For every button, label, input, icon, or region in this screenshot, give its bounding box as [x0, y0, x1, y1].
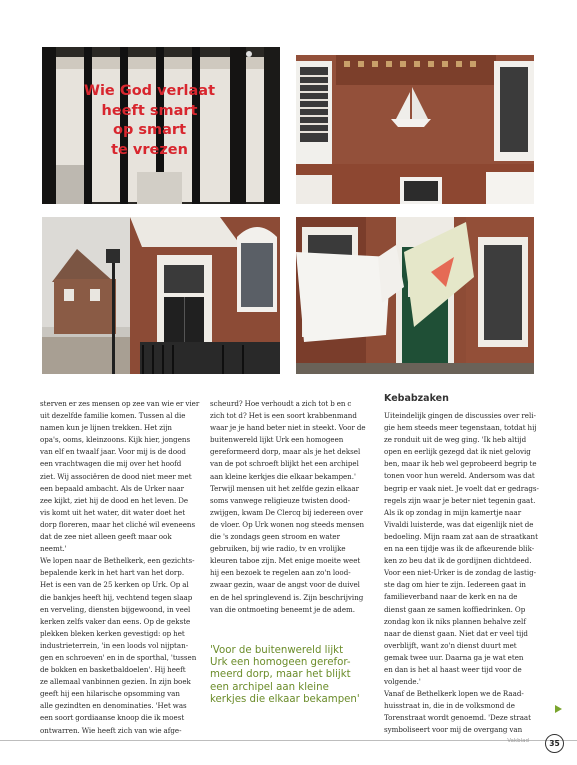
text-line: een soort gordiaanse knoop die ik moest — [40, 713, 185, 723]
text-line: ben, maar ik heb wel geprobeerd begrip te — [384, 459, 537, 469]
text-line: Vanaf de Bethelkerk lopen we de Raad- — [384, 689, 524, 699]
text-line: zwijgen, kwam De Clercq bij iedereen over — [210, 507, 364, 517]
text-line: dorp floreren, maar het cliché wil eveneens — [40, 519, 196, 529]
text-line: kleuren taboe zijn. Met enige moeite weet — [210, 556, 361, 566]
text-line: Als ik op zondag in mijn kamertje naar — [384, 507, 522, 517]
text-line: namen kun je lijnen trekken. Het zijn — [40, 423, 172, 433]
house-lamp-graphic — [42, 217, 280, 374]
text-line: zee kijkt, ziet hij de dood en het leven. De — [40, 495, 189, 505]
photo-laundry-green-door — [296, 217, 534, 374]
text-line: gen en schroeven' en in de sporthal, 'tussen — [40, 652, 197, 662]
text-line: die bankjes heeft hij, vechtend tegen slaap — [40, 592, 193, 602]
text-line: regels zijn waar je beter niet tegenin gaat. — [384, 495, 536, 505]
sign-line: Wie God verlaat — [83, 83, 216, 99]
text-line: We lopen naar de Bethelkerk, een gezichts- — [40, 556, 195, 566]
text-line: een vrachtwagen die mij over het hoofd — [40, 459, 182, 469]
text-column-3 — [384, 410, 549, 737]
text-line: gereformeerd dorp, maar als je het deksel — [210, 447, 361, 457]
text-column-2 — [210, 398, 375, 616]
text-line: soms vanwege religieuze twisten dood- — [210, 495, 351, 505]
text-line: overblijft, want zo'n dienst duurt met — [384, 640, 517, 650]
text-line: open en eerlijk gezegd dat ik niet gelovig — [384, 447, 531, 457]
text-line: Terwijl mensen uit het zelfde gezin elkaar — [210, 483, 360, 493]
text-line: van die ontmoeting beneemt je de adem. — [210, 604, 356, 614]
text-line: Uiteindelijk gingen de discussies over reli- — [384, 411, 536, 420]
text-line: hij een bezoek te regelen aan zo'n lood- — [210, 568, 351, 578]
text-line: uit dezelfde familie komen. Tussen al die — [40, 411, 186, 421]
text-line: gemak twee uur. Daarna ga je wat eten — [384, 652, 524, 662]
text-line: familieverband naar de kerk en na de — [384, 592, 518, 602]
text-line: volgende.' — [384, 677, 421, 687]
text-line: geeft hij een hilarische opsomming van — [40, 689, 180, 699]
text-line: zich tot d? Het is een soort krabbenmand — [210, 411, 357, 421]
text-line: Voor een niet-Urker is de zondag de lastig- — [384, 568, 537, 578]
text-line: en de hel springlevend is. Zijn beschrijving — [210, 592, 364, 602]
text-line: en dan is het al haast weer tijd voor de — [384, 664, 522, 674]
laundry-door-graphic — [296, 217, 534, 374]
footer-label: Vakblad — [507, 738, 529, 744]
text-line: ze ronduit uit de weg ging. 'Ik heb altijd — [384, 435, 527, 445]
text-line: die 's zondags geen stroom en water — [210, 532, 341, 542]
sign-text — [42, 82, 257, 160]
text-line: ken zo beu dat ik de gordijnen dichtdeed. — [384, 556, 532, 566]
text-line: huisstraat in, die in de volksmond de — [384, 701, 515, 711]
text-line: gie hem steeds meer tegenstaan, totdat hij — [384, 423, 537, 433]
text-column-1 — [40, 398, 200, 737]
text-line: bedoeling. Mijn raam zat aan de straatkant — [384, 531, 538, 541]
text-line: opa's, ooms, kleinzoons. Kijk hier, jongens — [40, 435, 191, 445]
text-line: een bepaald ambacht. Als de Urker naar — [40, 483, 185, 493]
text-line: ste dag om hier te zijn. Iedereen gaat in — [384, 580, 526, 590]
text-line: aan kleine kerkjes die elkaar bekampen.' — [210, 471, 356, 481]
pull-quote-line: kerkjes die elkaar bekampen' — [210, 693, 360, 705]
section-heading: Kebabzaken — [384, 393, 449, 404]
text-line: van elf en twaalf jaar. Voor mij is de dood — [40, 447, 186, 457]
text-line: de vloer. Op Urk wonen nog steeds mensen — [210, 519, 365, 529]
text-line: neemt.' — [40, 544, 67, 554]
text-line: ontwarren. Wie heeft zich van wie afge- — [40, 725, 182, 735]
text-line: zwaar gezin, waar de angst voor de duivel — [210, 580, 360, 590]
brick-facade-graphic — [296, 47, 534, 204]
text-line: ze allemaal vanbinnen gezien. In zijn boek — [40, 677, 191, 687]
text-line: vis komt uit het water, dit water doet het — [40, 507, 186, 517]
text-line: bepalende kerk in het hart van het dorp. — [40, 568, 185, 578]
text-line: van de pot schroeft blijkt het een archipel — [210, 459, 359, 469]
text-line: Torenstraat wordt genoemd. 'Deze straat — [384, 713, 532, 723]
text-line: dienst gaan ze samen koffiedrinken. Op — [384, 604, 526, 614]
photo-brick-facade-ship — [296, 47, 534, 204]
sign-line: te vrezen — [111, 141, 188, 158]
text-line: naar de dienst gaan. Niet dat er veel tijd — [384, 628, 528, 638]
text-line: sterven er zes mensen op zee van wie er vier — [40, 399, 200, 408]
text-line: Het is een van de 25 kerken op Urk. Op al — [40, 580, 189, 590]
sign-line: op smart — [113, 122, 186, 138]
text-line: dat de zee niet alleen geeft maar ook — [40, 532, 172, 542]
pull-quote — [210, 645, 370, 706]
text-line: alle gezindten en denominaties. 'Het was — [40, 701, 187, 711]
photo-sign-behind-bars — [42, 47, 280, 204]
footer-rule — [0, 740, 577, 741]
sign-line: heeft smart — [101, 102, 198, 119]
text-line: industrieterrein, 'in een loods vol nijptan- — [40, 640, 189, 650]
text-line: tonen voor hun wereld. Andersom was dat — [384, 471, 535, 481]
text-line: kerken zelfs vaker dan eens. Op de gekste — [40, 616, 191, 626]
text-line: symboliseert voor mij de overgang van — [384, 725, 523, 735]
text-line: ziet. Wij associëren de dood niet meer met — [40, 471, 192, 481]
text-line: scheurd? Hoe verhoudt a zich tot b en c — [210, 399, 352, 408]
pull-quote-line: 'Voor de buitenwereld lijkt — [210, 645, 344, 656]
text-line: buitenwereld lijkt Urk een homogeen — [210, 435, 344, 445]
pull-quote-line: Urk een homogeen gerefor- — [210, 657, 351, 669]
text-line: gebruiken, bij wie radio, tv en vrolijke — [210, 544, 346, 554]
continue-arrow-icon — [555, 705, 562, 713]
text-line: zondag kon ik niks plannen behalve zelf — [384, 616, 526, 626]
text-line: plekken bleken kerken gevestigd: op het — [40, 628, 185, 638]
pull-quote-line: meerd dorp, maar het blijkt — [210, 669, 351, 681]
text-line: begrip er vaak niet. Je voelt dat er gedrags- — [384, 483, 539, 493]
text-line: en verveling, diensten bijgewoond, in veel — [40, 604, 191, 614]
text-line: Vivaldi luisterde, was dat eigenlijk niet de — [384, 519, 534, 529]
pull-quote-line: een archipel aan kleine — [210, 681, 329, 693]
page-number: 35 — [545, 734, 564, 753]
text-line: de bokken en basketbaldoelen'. Hij heeft — [40, 665, 186, 675]
text-line: en na een tijdje was ik de afkeurende blik- — [384, 544, 535, 554]
text-line: waar je je hand beter niet in steekt. Voor de — [210, 423, 366, 433]
photo-house-street-lamp — [42, 217, 280, 374]
